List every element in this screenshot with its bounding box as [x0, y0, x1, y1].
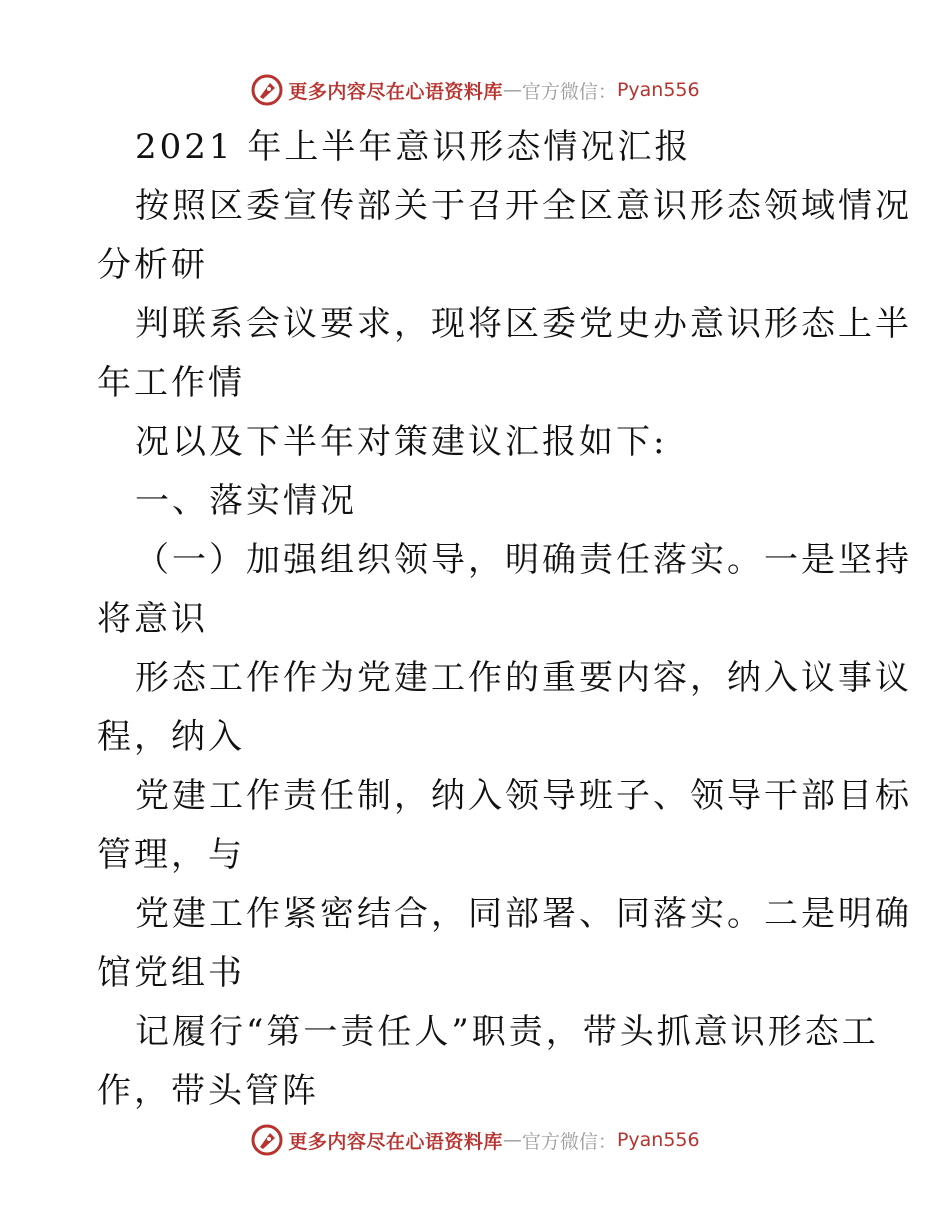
paragraph-line: 判联系会议要求，现将区委党史办意识形态上半 [135, 304, 912, 344]
watermark-banner-top [0, 70, 950, 110]
watermark-brand-text: 更多内容尽在心语资料库 [288, 80, 503, 103]
paragraph-line: 按照区委宣传部关于召开全区意识形态领域情况 [135, 186, 912, 226]
paragraph-line: 况以及下半年对策建议汇报如下: [135, 422, 668, 462]
paragraph-line: 程，纳入 [97, 717, 245, 757]
watermark-brand-text: 更多内容尽在心语资料库 [288, 1130, 503, 1153]
paragraph-line: 管理，与 [97, 835, 245, 875]
document-title: 2021 年上半年意识形态情况汇报 [135, 127, 692, 167]
watermark-separator: — [502, 1129, 522, 1151]
paragraph-line: 馆党组书 [97, 953, 245, 993]
paragraph-line: 记履行“第一责任人”职责，带头抓意识形态工 [135, 1012, 879, 1052]
paragraph-line: 将意识 [97, 599, 208, 639]
section-heading: 一、落实情况 [135, 481, 357, 521]
watermark-wechat-id: Pyan556 [616, 79, 700, 101]
watermark-wechat-id: Pyan556 [616, 1129, 700, 1151]
paragraph-line: 形态工作作为党建工作的重要内容，纳入议事议 [135, 658, 912, 698]
paragraph-line: 年工作情 [97, 363, 245, 403]
paragraph-line: （一）加强组织领导，明确责任落实。一是坚持 [135, 540, 912, 580]
paragraph-line: 党建工作责任制，纳入领导班子、领导干部目标 [135, 776, 912, 816]
watermark-banner-bottom [0, 1120, 950, 1160]
pen-nib-logo-icon [250, 73, 284, 107]
watermark-separator: — [502, 79, 522, 101]
watermark-wechat-label: 官方微信： [521, 1130, 617, 1153]
paragraph-line: 作，带头管阵 [97, 1071, 319, 1111]
paragraph-line: 分析研 [97, 245, 208, 285]
pen-nib-logo-icon [250, 1123, 284, 1157]
watermark-wechat-label: 官方微信： [521, 80, 617, 103]
paragraph-line: 党建工作紧密结合，同部署、同落实。二是明确 [135, 894, 912, 934]
